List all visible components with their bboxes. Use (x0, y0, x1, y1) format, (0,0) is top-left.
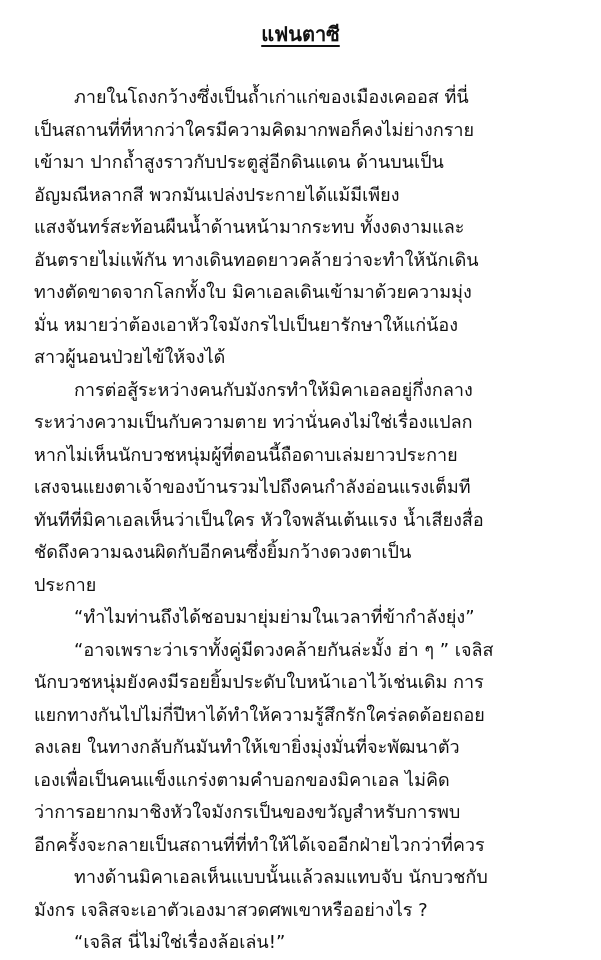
paragraph-line: เข้ามา ปากถ้ำสูงราวกับประตูสู่อีกดินแดน ด้านบนเป็น (34, 152, 444, 173)
paragraph-line: ทางตัดขาดจากโลกทั้งใบ มิคาเอลเดินเข้ามาด้วยความมุ่ง (34, 282, 472, 303)
paragraph-line: ประกาย (34, 574, 97, 596)
paragraph-line: เสงจนแยงตาเจ้าของบ้านรวมไปถึงคนกำลังอ่อนแรงเต็มที (34, 477, 471, 498)
paragraph-line: สาวผู้นอนป่วยไข้ให้จงได้ (34, 347, 226, 368)
paragraph-line: อัญมณีหลากสี พวกมันเปล่งประกายได้แม้มีเพียง (34, 184, 400, 206)
paragraph-line: ระหว่างความเป็นกับความตาย ทว่านั่นคงไม่ใช่เรื่องแปลก (34, 412, 473, 433)
paragraph-line: อีกครั้งจะกลายเป็นสถานที่ที่ทำให้ได้เจออีกฝ่ายไวกว่าที่ควร (34, 834, 485, 856)
paragraph-line: มังกร เจลิสจะเอาตัวเองมาสวดศพเขาหรืออย่างไร ? (34, 899, 428, 921)
paragraph-line: ภายในโถงกว้างซึ่งเป็นถ้ำเก่าแก่ของเมืองเคออส ที่นี่ (74, 87, 469, 108)
dialogue-line: “อาจเพราะว่าเราทั้งคู่มีดวงคล้ายกันล่ะมั้ง ฮ่า ๆ ” เจลิส (74, 639, 494, 661)
paragraph-line: หากไม่เห็นนักบวชหนุ่มผู้ที่ตอนนี้ถือดาบเล่มยาวประกาย (34, 444, 458, 466)
paragraph-line: อันตรายไม่แพ้กัน ทางเดินทอดยาวคล้ายว่าจะทำให้นักเดิน (34, 249, 479, 271)
paragraph-line: ว่าการอยากมาชิงหัวใจมังกรเป็นของขวัญสำหรับการพบ (34, 802, 461, 823)
paragraph-line: นักบวชหนุ่มยังคงมีรอยยิ้มประดับใบหน้าเอาไว้เช่นเดิม การ (34, 672, 484, 693)
paragraph-line: เป็นสถานที่ที่หากว่าใครมีความคิดมากพอก็คงไม่ย่างกราย (34, 119, 475, 141)
paragraph-line: ลงเลย ในทางกลับกันมันทำให้เขายิ่งมุ่งมั่นที่จะพัฒนาตัว (34, 737, 460, 758)
paragraph-line: การต่อสู้ระหว่างคนกับมังกรทำให้มิคาเอลอยู่กึ่งกลาง (74, 379, 473, 401)
paragraph-line: แสงจันทร์สะท้อนผืนน้ำด้านหน้ามากระทบ ทั้งงดงามและ (34, 217, 465, 238)
document-body (34, 82, 574, 960)
paragraph-line: เองเพื่อเป็นคนแข็งแกร่งตามคำบอกของมิคาเอล ไม่คิด (34, 769, 450, 791)
document-title: แฟนตาซี (261, 22, 340, 46)
paragraph-line: แยกทางกันไปไม่กี่ปีหาได้ทำให้ความรู้สึกรักใคร่ลดด้อยถอย (34, 704, 485, 726)
paragraph-line: ทันทีที่มิคาเอลเห็นว่าเป็นใคร หัวใจพลันเต้นแรง น้ำเสียงสื่อ (34, 509, 484, 531)
dialogue-line: “ทำไมท่านถึงได้ชอบมายุ่มย่ามในเวลาที่ข้ากำลังยุ่ง” (74, 607, 475, 628)
paragraph-line: มั่น หมายว่าต้องเอาหัวใจมังกรไปเป็นยารักษาให้แก่น้อง (34, 314, 458, 336)
paragraph-line: ชัดถึงความฉงนผิดกับอีกคนซึ่งยิ้มกว้างดวงตาเป็น (34, 542, 412, 563)
dialogue-line: “เจลิส นี่ไม่ใช่เรื่องล้อเล่น!” (74, 932, 286, 953)
paragraph-line: ทางด้านมิคาเอลเห็นแบบนั้นแล้วลมแทบจับ นักบวชกับ (74, 867, 488, 888)
